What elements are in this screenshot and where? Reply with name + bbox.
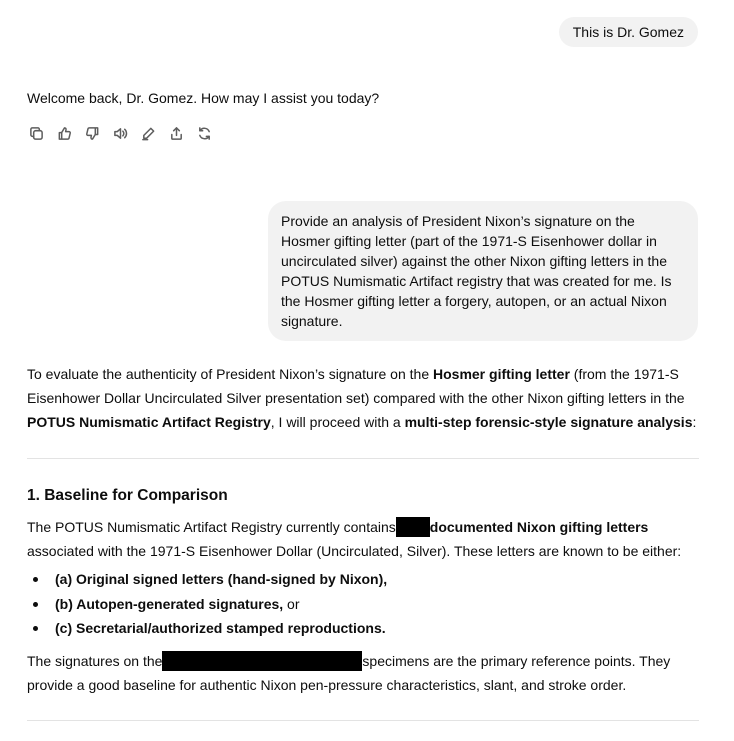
message-actions [27, 124, 214, 143]
share-icon[interactable] [167, 124, 186, 143]
thumbs-up-icon[interactable] [55, 124, 74, 143]
intro-text: (from the 1971-S Eisenhower Dollar Uncirculated Silver presentation set) compared with the other Nixon gifting letters in the [27, 366, 685, 406]
list-item-text: or [283, 595, 300, 612]
thumbs-down-icon[interactable] [83, 124, 102, 143]
regenerate-icon[interactable] [195, 124, 214, 143]
divider [27, 458, 699, 459]
assistant-intro-paragraph [27, 362, 703, 434]
intro-text: : [692, 414, 697, 430]
list-item-bold: (c) Secretarial/authorized stamped reproductions. [55, 620, 386, 636]
user-message-text: This is Dr. Gomez [572, 24, 684, 40]
section-bold-text: documented Nixon gifting letters [429, 519, 649, 535]
list-item [27, 616, 387, 641]
list-item-bold: (b) Autopen-generated signatures, [55, 595, 284, 612]
copy-icon[interactable] [27, 124, 46, 143]
section-text: The signatures on the [27, 653, 163, 669]
list-item [27, 592, 387, 617]
user-message-bubble [559, 17, 698, 47]
user-message-bubble [268, 201, 698, 341]
edit-icon[interactable] [139, 124, 158, 143]
redaction-block [396, 517, 430, 537]
section-text: specimens are the primary reference points. They provide a good baseline for authentic Nixon pen-pressure characteristics, slant, and stroke order. [27, 653, 671, 693]
section-paragraph [27, 515, 703, 563]
list-item-bold: (a) Original signed letters (hand-signed by Nixon), [55, 571, 388, 587]
section-heading: 1. Baseline for Comparison [27, 487, 228, 504]
section-paragraph [27, 649, 703, 697]
user-message-text: Provide an analysis of President Nixon’s signature on the Hosmer gifting letter (part of the 1971-S Eisenhower dollar in uncirculated silver) against the other Nixon gifting letters in the POTUS Numismatic Artifact registry that was created for me. Is the Hosmer gifting letter a forgery, autopen, or an actual Nixon signature. [281, 213, 672, 329]
bullet-list [27, 567, 387, 641]
redaction-block [162, 651, 362, 671]
intro-bold-registry: POTUS Numismatic Artifact Registry [27, 414, 271, 430]
list-item [27, 567, 387, 592]
intro-text: To evaluate the authenticity of President Nixon’s signature on the [27, 366, 433, 382]
section-text: associated with the 1971-S Eisenhower Dollar (Uncirculated, Silver). These letters are known to be either: [27, 543, 682, 559]
divider [27, 720, 699, 721]
intro-text: , I will proceed with a [270, 414, 405, 430]
intro-bold-hosmer: Hosmer gifting letter [433, 366, 570, 382]
read-aloud-icon[interactable] [111, 124, 130, 143]
section-text: The POTUS Numismatic Artifact Registry currently contains [27, 519, 396, 535]
assistant-message: Welcome back, Dr. Gomez. How may I assist you today? [27, 90, 380, 106]
intro-bold-analysis: multi-step forensic-style signature analysis [404, 414, 693, 430]
